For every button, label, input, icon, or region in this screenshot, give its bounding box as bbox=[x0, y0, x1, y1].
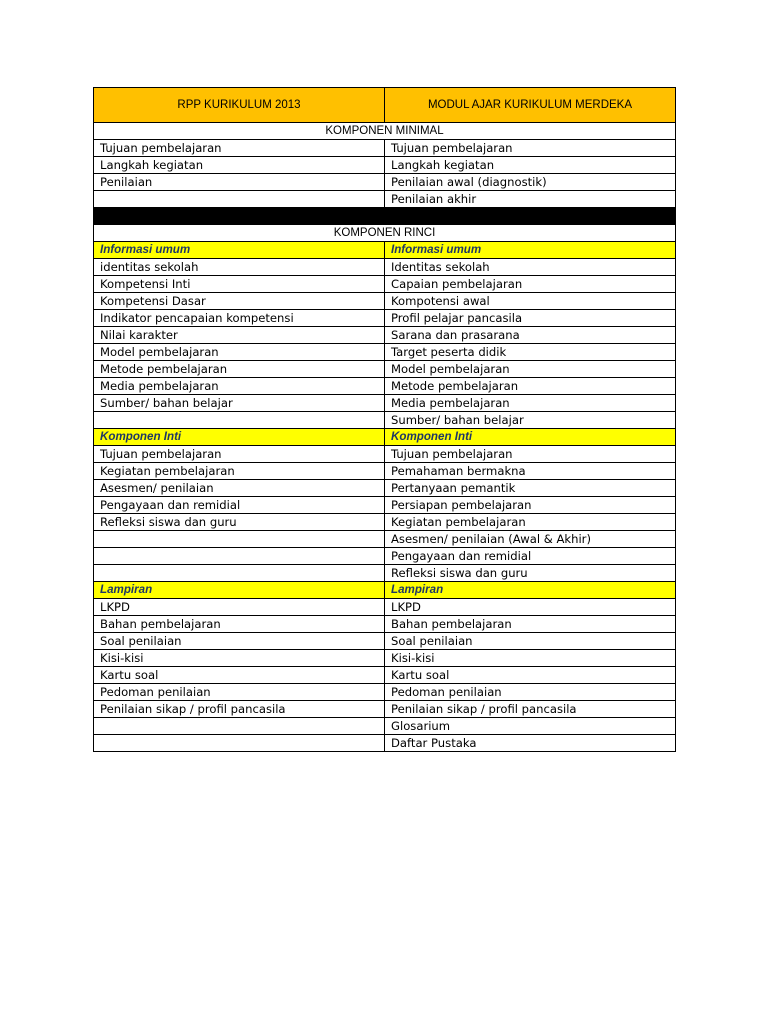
cell-rpp: Kompetensi Dasar bbox=[94, 293, 385, 310]
table-row bbox=[94, 395, 676, 412]
cell-rpp bbox=[94, 548, 385, 565]
table-row bbox=[94, 565, 676, 582]
section-title: KOMPONEN RINCI bbox=[94, 225, 676, 242]
table-row bbox=[94, 684, 676, 701]
cell-modul: Langkah kegiatan bbox=[385, 157, 676, 174]
table-row bbox=[94, 616, 676, 633]
table-row bbox=[94, 599, 676, 616]
cell-modul: Kegiatan pembelajaran bbox=[385, 514, 676, 531]
cell-rpp: Tujuan pembelajaran bbox=[94, 446, 385, 463]
cell-modul: Pengayaan dan remidial bbox=[385, 548, 676, 565]
group-label-row bbox=[94, 242, 676, 259]
group-label-row bbox=[94, 429, 676, 446]
cell-rpp: Model pembelajaran bbox=[94, 344, 385, 361]
cell-modul: Tujuan pembelajaran bbox=[385, 446, 676, 463]
table-row bbox=[94, 480, 676, 497]
table-row bbox=[94, 412, 676, 429]
table-row bbox=[94, 531, 676, 548]
cell-modul: Pemahaman bermakna bbox=[385, 463, 676, 480]
cell-modul: Media pembelajaran bbox=[385, 395, 676, 412]
table-row bbox=[94, 293, 676, 310]
group-label-row bbox=[94, 582, 676, 599]
cell-modul: Pedoman penilaian bbox=[385, 684, 676, 701]
cell-rpp: Penilaian bbox=[94, 174, 385, 191]
cell-rpp: Indikator pencapaian kompetensi bbox=[94, 310, 385, 327]
cell-modul: Sumber/ bahan belajar bbox=[385, 412, 676, 429]
table-body bbox=[94, 88, 676, 752]
comparison-sheet bbox=[93, 87, 675, 752]
cell-modul: Glosarium bbox=[385, 718, 676, 735]
cell-modul: Identitas sekolah bbox=[385, 259, 676, 276]
table-row bbox=[94, 361, 676, 378]
cell-rpp bbox=[94, 412, 385, 429]
table-row bbox=[94, 701, 676, 718]
section-title-row bbox=[94, 123, 676, 140]
cell-modul: Kisi-kisi bbox=[385, 650, 676, 667]
cell-rpp: Kisi-kisi bbox=[94, 650, 385, 667]
cell-rpp: Pengayaan dan remidial bbox=[94, 497, 385, 514]
cell-rpp: Kompetensi Inti bbox=[94, 276, 385, 293]
header-rpp: RPP KURIKULUM 2013 bbox=[94, 88, 385, 123]
comparison-table bbox=[93, 87, 676, 752]
cell-rpp: Soal penilaian bbox=[94, 633, 385, 650]
cell-rpp: Langkah kegiatan bbox=[94, 157, 385, 174]
cell-modul: Tujuan pembelajaran bbox=[385, 140, 676, 157]
table-row bbox=[94, 446, 676, 463]
cell-rpp: Kegiatan pembelajaran bbox=[94, 463, 385, 480]
cell-modul: Penilaian awal (diagnostik) bbox=[385, 174, 676, 191]
table-row bbox=[94, 650, 676, 667]
table-row bbox=[94, 548, 676, 565]
section-title-row bbox=[94, 225, 676, 242]
table-row bbox=[94, 259, 676, 276]
cell-rpp: Tujuan pembelajaran bbox=[94, 140, 385, 157]
group-label-modul: Informasi umum bbox=[385, 242, 676, 259]
cell-modul: Capaian pembelajaran bbox=[385, 276, 676, 293]
cell-modul: Target peserta didik bbox=[385, 344, 676, 361]
header-modul-ajar: MODUL AJAR KURIKULUM MERDEKA bbox=[385, 88, 676, 123]
cell-modul: LKPD bbox=[385, 599, 676, 616]
group-label-rpp: Lampiran bbox=[94, 582, 385, 599]
cell-modul: Profil pelajar pancasila bbox=[385, 310, 676, 327]
cell-rpp: Penilaian sikap / profil pancasila bbox=[94, 701, 385, 718]
table-row bbox=[94, 735, 676, 752]
group-label-modul: Lampiran bbox=[385, 582, 676, 599]
cell-rpp bbox=[94, 531, 385, 548]
cell-rpp: Metode pembelajaran bbox=[94, 361, 385, 378]
group-label-modul: Komponen Inti bbox=[385, 429, 676, 446]
cell-modul: Model pembelajaran bbox=[385, 361, 676, 378]
group-label-rpp: Informasi umum bbox=[94, 242, 385, 259]
cell-rpp bbox=[94, 191, 385, 208]
cell-rpp: Refleksi siswa dan guru bbox=[94, 514, 385, 531]
cell-rpp bbox=[94, 735, 385, 752]
cell-modul: Soal penilaian bbox=[385, 633, 676, 650]
table-row bbox=[94, 344, 676, 361]
table-row bbox=[94, 378, 676, 395]
table-row bbox=[94, 310, 676, 327]
cell-rpp: identitas sekolah bbox=[94, 259, 385, 276]
section-divider bbox=[94, 208, 676, 225]
table-row bbox=[94, 327, 676, 344]
table-row bbox=[94, 276, 676, 293]
cell-modul: Penilaian sikap / profil pancasila bbox=[385, 701, 676, 718]
cell-rpp: Media pembelajaran bbox=[94, 378, 385, 395]
cell-rpp: Sumber/ bahan belajar bbox=[94, 395, 385, 412]
table-row bbox=[94, 633, 676, 650]
table-row bbox=[94, 497, 676, 514]
table-row bbox=[94, 140, 676, 157]
table-row bbox=[94, 718, 676, 735]
cell-rpp: Nilai karakter bbox=[94, 327, 385, 344]
cell-modul: Sarana dan prasarana bbox=[385, 327, 676, 344]
table-row bbox=[94, 174, 676, 191]
section-title: KOMPONEN MINIMAL bbox=[94, 123, 676, 140]
cell-rpp: Pedoman penilaian bbox=[94, 684, 385, 701]
cell-rpp: Asesmen/ penilaian bbox=[94, 480, 385, 497]
table-row bbox=[94, 667, 676, 684]
table-row bbox=[94, 514, 676, 531]
cell-rpp bbox=[94, 718, 385, 735]
cell-modul: Daftar Pustaka bbox=[385, 735, 676, 752]
table-row bbox=[94, 157, 676, 174]
cell-modul: Asesmen/ penilaian (Awal & Akhir) bbox=[385, 531, 676, 548]
cell-modul: Bahan pembelajaran bbox=[385, 616, 676, 633]
cell-modul: Pertanyaan pemantik bbox=[385, 480, 676, 497]
table-row bbox=[94, 191, 676, 208]
cell-modul: Refleksi siswa dan guru bbox=[385, 565, 676, 582]
cell-modul: Kompotensi awal bbox=[385, 293, 676, 310]
cell-rpp bbox=[94, 565, 385, 582]
cell-modul: Persiapan pembelajaran bbox=[385, 497, 676, 514]
cell-modul: Metode pembelajaran bbox=[385, 378, 676, 395]
cell-rpp: Kartu soal bbox=[94, 667, 385, 684]
header-row bbox=[94, 88, 676, 123]
cell-modul: Kartu soal bbox=[385, 667, 676, 684]
cell-rpp: Bahan pembelajaran bbox=[94, 616, 385, 633]
divider-cell bbox=[94, 208, 676, 225]
group-label-rpp: Komponen Inti bbox=[94, 429, 385, 446]
cell-modul: Penilaian akhir bbox=[385, 191, 676, 208]
table-row bbox=[94, 463, 676, 480]
cell-rpp: LKPD bbox=[94, 599, 385, 616]
